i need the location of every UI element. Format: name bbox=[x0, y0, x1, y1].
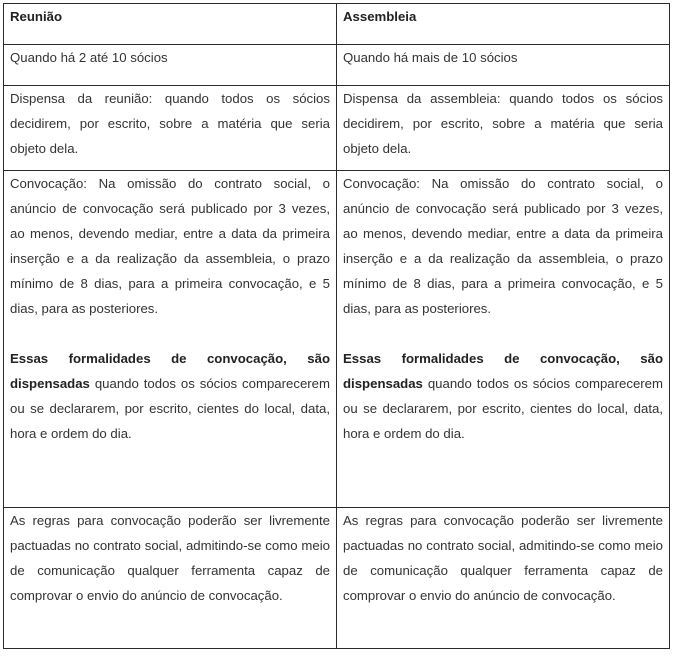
cell-reuniao-socios: Quando há 2 até 10 sócios bbox=[4, 45, 337, 86]
header-assembleia: Assembleia bbox=[337, 4, 670, 45]
cell-assembleia-regras: As regras para convocação poderão ser livremente pactuadas no contrato social, admitindo-se como meio de comunicação qualquer ferramenta capaz de comprovar o envio do anúncio de convocação. bbox=[337, 508, 670, 649]
formalidades-text bbox=[10, 346, 330, 446]
formalidades-rest: quando todos os sócios comparecerem ou se declararem, por escrito, cientes do local, data, hora e ordem do dia. bbox=[10, 376, 330, 441]
cell-assembleia-socios: Quando há mais de 10 sócios bbox=[337, 45, 670, 86]
convocacao-text: Convocação: Na omissão do contrato social, o anúncio de convocação será publicado por 3 vezes, ao menos, devendo mediar, entre a data da primeira inserção e a da realização da assembleia, o prazo mínimo de 8 dias, para a primeira convocação, e 5 dias, para as posteriores. bbox=[343, 176, 663, 316]
header-reuniao: Reunião bbox=[4, 4, 337, 45]
formalidades-bold: Essas formalidades de convocação, são dispensadas bbox=[343, 351, 663, 391]
table-row bbox=[4, 86, 670, 171]
comparison-table bbox=[3, 3, 670, 649]
table-row bbox=[4, 171, 670, 508]
cell-assembleia-convocacao bbox=[337, 171, 670, 508]
formalidades-text bbox=[343, 346, 663, 446]
cell-assembleia-dispensa: Dispensa da assembleia: quando todos os sócios decidirem, por escrito, sobre a matéria que seria objeto dela. bbox=[337, 86, 670, 171]
table-row bbox=[4, 45, 670, 86]
formalidades-bold: Essas formalidades de convocação, são dispensadas bbox=[10, 351, 330, 391]
header-row bbox=[4, 4, 670, 45]
table-row bbox=[4, 508, 670, 649]
cell-reuniao-dispensa: Dispensa da reunião: quando todos os sócios decidirem, por escrito, sobre a matéria que seria objeto dela. bbox=[4, 86, 337, 171]
cell-reuniao-regras: As regras para convocação poderão ser livremente pactuadas no contrato social, admitindo-se como meio de comunicação qualquer ferramenta capaz de comprovar o envio do anúncio de convocação. bbox=[4, 508, 337, 649]
formalidades-rest: quando todos os sócios comparecerem ou se declararem, por escrito, cientes do local, data, hora e ordem do dia. bbox=[343, 376, 663, 441]
cell-reuniao-convocacao bbox=[4, 171, 337, 508]
convocacao-text: Convocação: Na omissão do contrato social, o anúncio de convocação será publicado por 3 vezes, ao menos, devendo mediar, entre a data da primeira inserção e a da realização da assembleia, o prazo mínimo de 8 dias, para a primeira convocação, e 5 dias, para as posteriores. bbox=[10, 176, 330, 316]
